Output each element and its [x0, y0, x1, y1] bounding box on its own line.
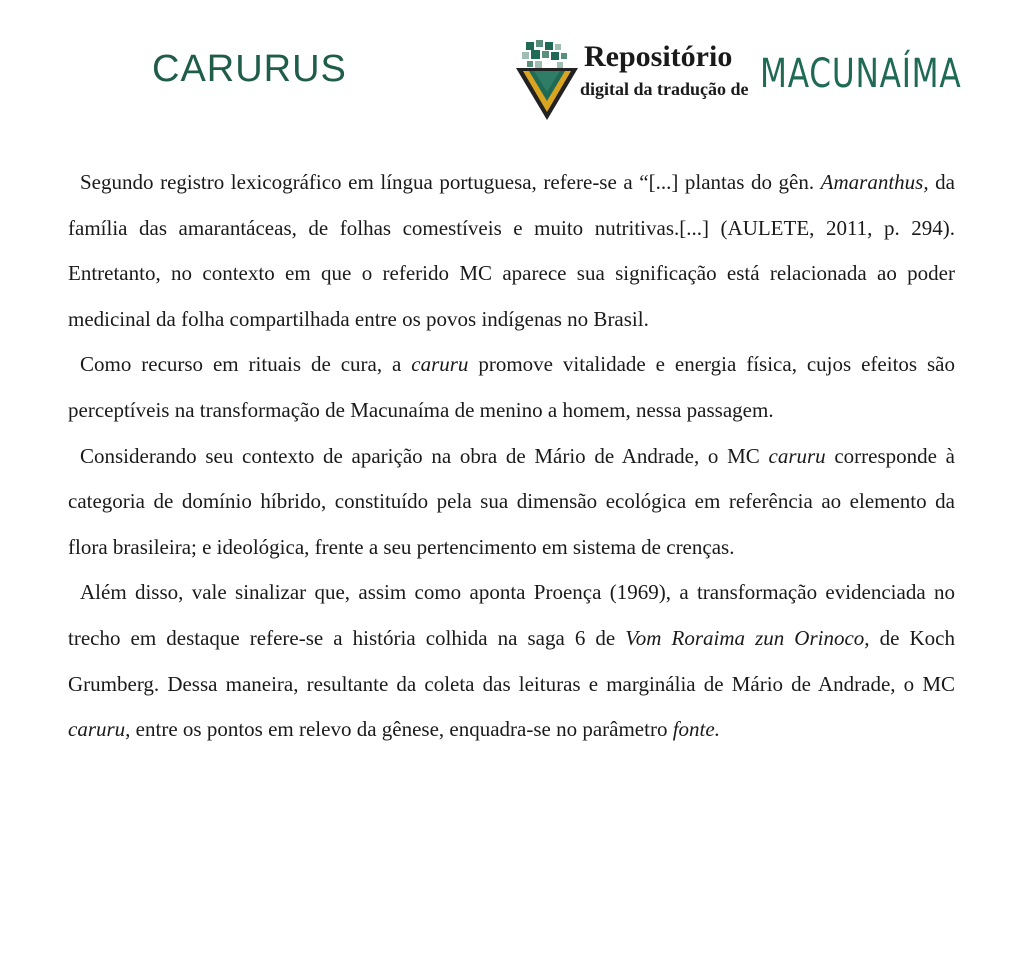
- p4-text-c: entre os pontos em relevo da gênese, enquadra-se no parâmetro: [130, 717, 673, 742]
- p1-text-b: da família das amarantáceas, de folhas comestíveis e muito nutritivas.[...] (AULETE, 2011, p. 294). Entretanto, no contexto em que o referido MC aparece sua significação está relacionada ao poder medicinal da folha compartilhada entre os povos indígenas no Brasil.: [68, 170, 955, 331]
- paragraph-3: [68, 434, 955, 571]
- p2-text-a: Como recurso em rituais de cura, a: [80, 352, 412, 377]
- p4-italic-3: fonte.: [672, 717, 720, 742]
- document-body: [68, 160, 955, 753]
- p4-italic-1: Vom Roraima zun Orinoco,: [625, 625, 870, 650]
- p3-text-a: Considerando seu contexto de aparição na obra de Mário de Andrade, o MC: [80, 443, 769, 468]
- p3-text-b: corresponde à categoria de domínio híbrido, constituído pela sua dimensão ecológica em referência ao elemento da flora brasileira; e ideológica, frente a seu pertencimento em sistema de crenças.: [68, 443, 955, 559]
- p1-text-a: Segundo registro lexicográfico em língua portuguesa, refere-se a “[...] plantas do gên.: [80, 170, 821, 194]
- p2-italic-1: caruru: [411, 352, 469, 377]
- p3-italic-1: caruru: [768, 443, 826, 468]
- logo-line-repositorio: Repositório: [584, 40, 733, 73]
- p4-text-a: Além disso, vale sinalizar que, assim como aponta Proença (1969), a transformação evidenciada no trecho em destaque refere-se a história colhida na saga 6 de: [68, 580, 955, 650]
- paragraph-2: [68, 342, 955, 433]
- p2-text-b: promove vitalidade e energia física, cujos efeitos são perceptíveis na transformação de Macunaíma de menino a homem, nessa passagem.: [68, 352, 955, 422]
- logo-line-subtitle: digital da tradução de: [580, 79, 749, 99]
- p4-italic-2: caruru,: [68, 717, 131, 742]
- paragraph-1: [68, 160, 955, 342]
- p4-text-b: de Koch Grumberg. Dessa maneira, resultante da coleta das leituras e marginália de Mário de Andrade, o MC: [68, 625, 955, 696]
- p1-italic-1: Amaranthus,: [820, 170, 929, 194]
- page-title: CARURUS: [152, 48, 347, 90]
- logo-brand-macunaima: MACUNAÍMA: [760, 51, 962, 97]
- repository-emblem-icon: [512, 38, 582, 122]
- repository-logo: [512, 38, 962, 122]
- paragraph-4: [68, 570, 955, 752]
- page-header: [0, 0, 1024, 130]
